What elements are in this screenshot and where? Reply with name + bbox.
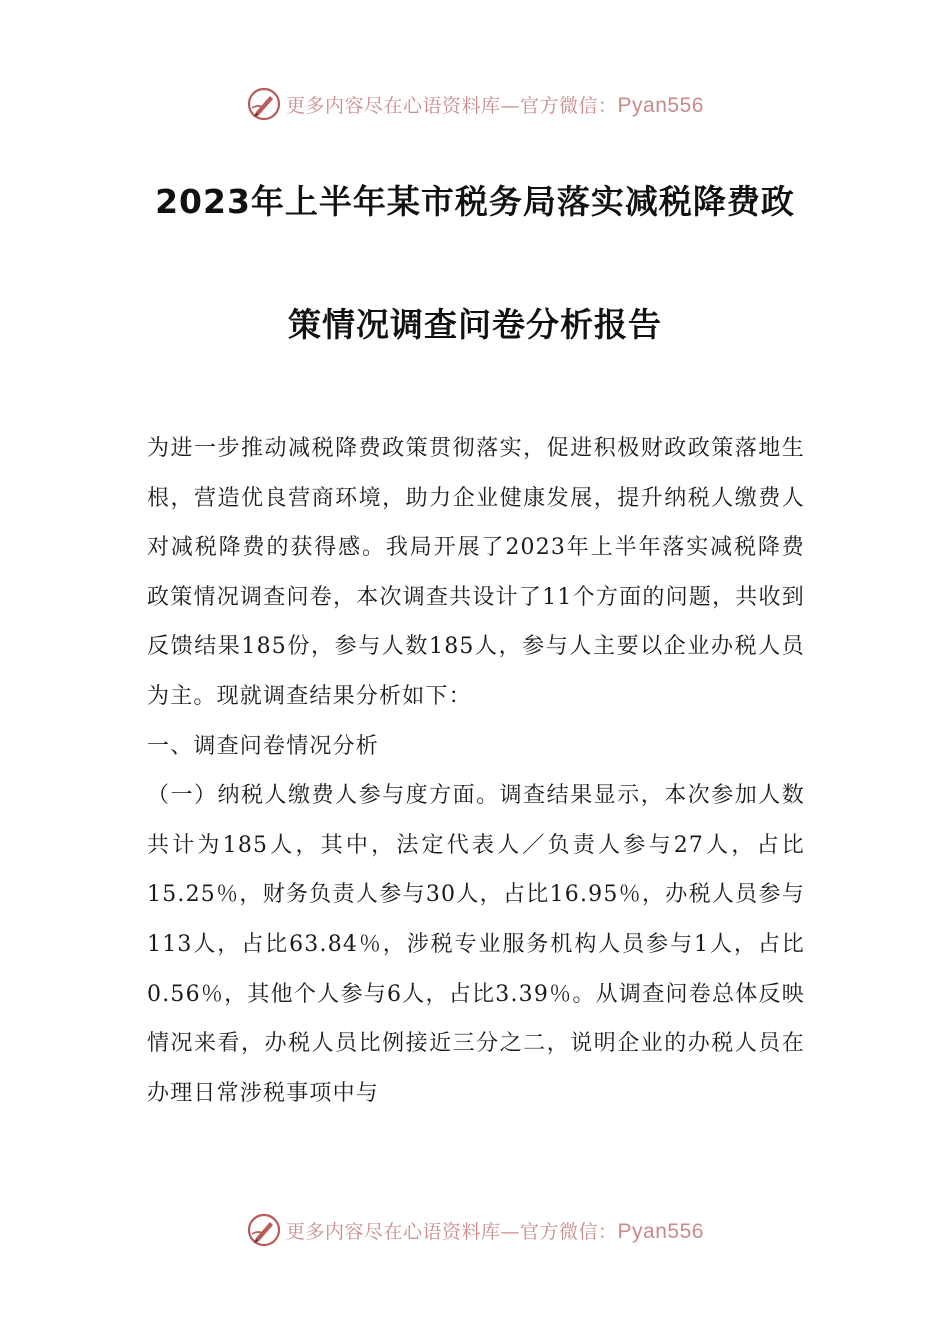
header-watermark (0, 84, 950, 124)
document-body (147, 424, 805, 1118)
watermark-text: 更多内容尽在心语资料库—官方微信：Pyan556 (286, 1219, 704, 1243)
pen-logo-icon (246, 86, 282, 122)
footer-watermark (0, 1210, 950, 1250)
participation-paragraph: （一）纳税人缴费人参与度方面。调查结果显示，本次参加人数共计为185人，其中，法定代表人／负责人参与27人，占比15.25％，财务负责人参与30人，占比16.95％，办税人员参与113人，占比63.84％，涉税专业服务机构人员参与1人，占比0.56％，其他个人参与6人，占比3.39％。从调查问卷总体反映情况来看，办税人员比例接近三分之二，说明企业的办税人员在办理日常涉税事项中与 (147, 783, 805, 1106)
pen-logo-icon (246, 1212, 282, 1248)
section-heading: 一、调查问卷情况分析 (147, 733, 380, 759)
watermark-text: 更多内容尽在心语资料库—官方微信：Pyan556 (286, 93, 704, 117)
intro-paragraph: 为进一步推动减税降费政策贯彻落实，促进积极财政政策落地生根，营造优良营商环境，助力企业健康发展，提升纳税人缴费人对减税降费的获得感。我局开展了2023年上半年落实减税降费政策情况调查问卷，本次调查共设计了11个方面的问题，共收到反馈结果185份，参与人数185人，参与人主要以企业办税人员为主。现就调查结果分析如下： (147, 436, 805, 709)
document-title-line-2: 策情况调查问卷分析报告 (288, 305, 662, 344)
document-title-line-1: 2023年上半年某市税务局落实减税降费政 (155, 182, 795, 221)
